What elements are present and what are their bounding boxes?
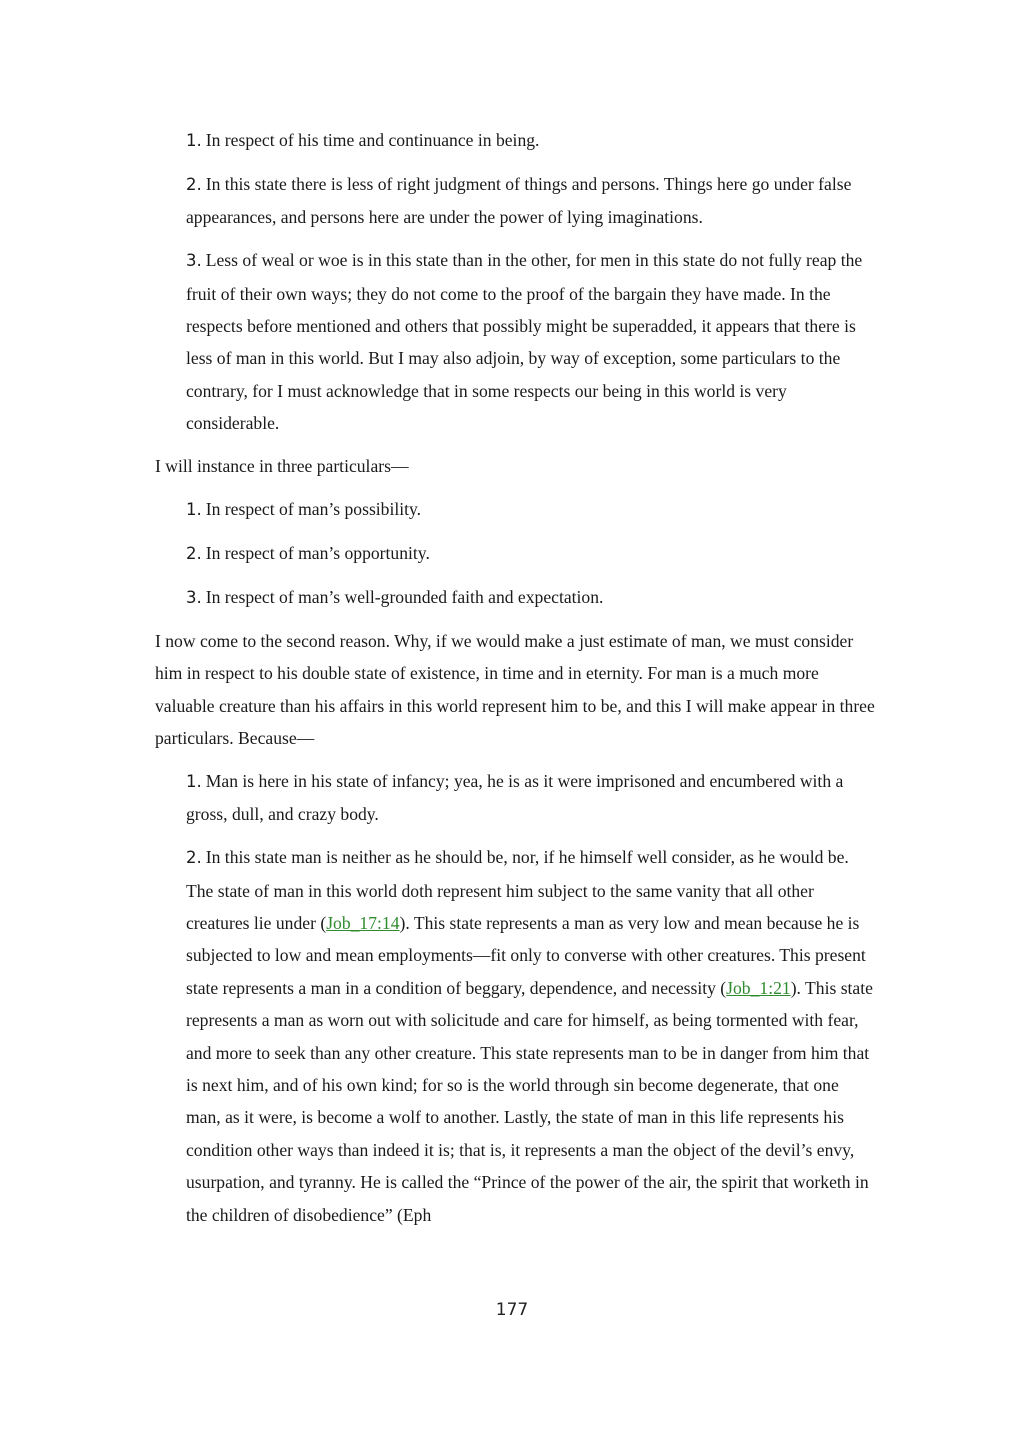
list-item [186, 581, 875, 614]
list-item [186, 244, 875, 439]
list-item [186, 124, 875, 157]
item-text: Man is here in his state of infancy; yea, he is as it were imprisoned and encumbered with a gross, dull, and crazy body. [186, 770, 844, 825]
item-number: 2. [186, 543, 202, 563]
list-item [186, 493, 875, 526]
list-item [186, 168, 875, 234]
item-text: In respect of his time and continuance in being. [205, 130, 540, 150]
item-number: 2. [186, 848, 202, 868]
item-number: 2. [186, 174, 202, 194]
item-text: In this state man is neither as he should be, nor, if he himself well consider, as he would be. The state of man in this world doth represent him subject to the same vanity that all other creatures lie under ( [186, 847, 849, 934]
item-text: ). This state represents a man as worn out with solicitude and care for himself, as being tormented with fear, and more to seek than any other creature. This state represents man to be in danger from him that is next him, and of his own kind; for so is the world through sin become degenerate, that one man, as it were, is become a wolf to another. Lastly, the state of man in this life represents his condition other ways than indeed it is; that is, it represents a man the object of the devil’s envy, usurpation, and tyranny. He is called the “Prince of the power of the air, the spirit that worketh in the children of disobedience” (Eph [186, 977, 873, 1225]
item-number: 3. [186, 251, 202, 271]
item-text: ). This state represents a man as very low and mean because he is subjected to low and mean employments—fit only to converse with other creatures. This present state represents a man in a condition of beggary, dependence, and necessity ( [186, 913, 866, 998]
paragraph: I will instance in three particulars— [155, 456, 409, 477]
item-text: In this state there is less of right judgment of things and persons. Things here go under false appearances, and persons here are under the power of lying imaginations. [186, 173, 852, 228]
item-number: 3. [186, 587, 202, 607]
item-text: In respect of man’s possibility. [205, 499, 422, 520]
page-number: 177 [495, 1300, 529, 1320]
paragraph: I now come to the second reason. Why, if we would make a just estimate of man, we must consider him in respect to his double state of existence, in time and in eternity. For man is a much more valuable creature than his affairs in this world represent him to be, and this I will make appear in three particulars. Because— [155, 630, 875, 748]
list-item [186, 841, 875, 1231]
item-text: In respect of man’s opportunity. [205, 542, 430, 563]
scripture-reference-link[interactable]: Job_1:21 [726, 977, 791, 998]
scripture-reference-link[interactable]: Job_17:14 [326, 913, 400, 934]
item-text: In respect of man’s well-grounded faith and expectation. [205, 586, 604, 607]
item-text: Less of weal or woe is in this state than in the other, for men in this state do not fully reap the fruit of their own ways; they do not come to the proof of the bargain they have made. In the respects before mentioned and others that possibly might be superadded, it appears that there is less of man in this world. But I may also adjoin, by way of exception, some particulars to the contrary, for I must acknowledge that in some respects our being in this world is very considerable. [186, 250, 863, 434]
item-number: 1. [186, 500, 202, 520]
item-number: 1. [186, 131, 202, 150]
list-item [186, 765, 875, 831]
page-body [155, 124, 875, 1242]
item-number: 1. [186, 771, 202, 791]
list-item [186, 537, 875, 570]
